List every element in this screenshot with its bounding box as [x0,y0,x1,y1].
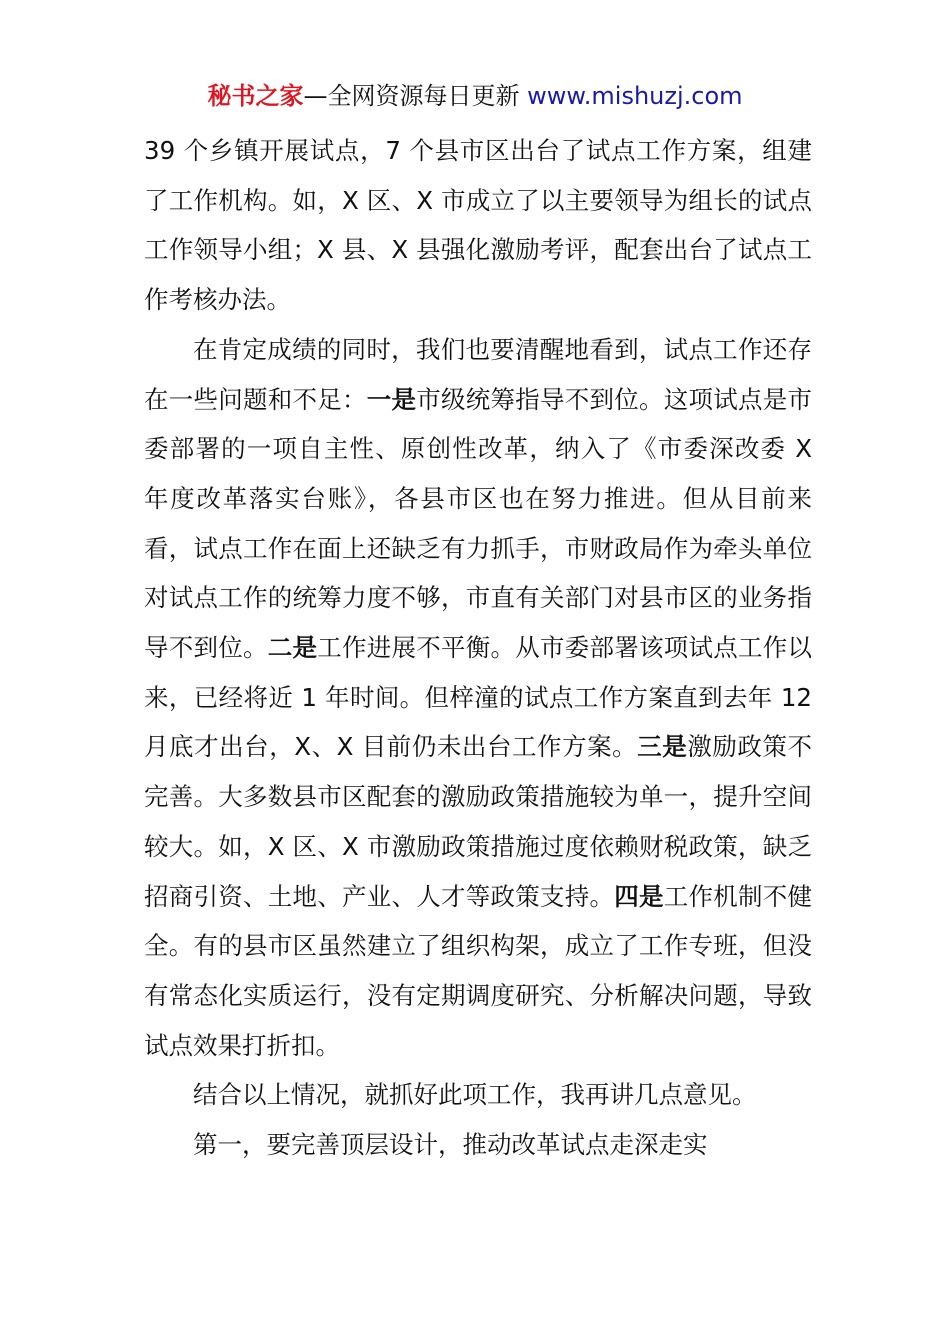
item-label-3: 三是 [637,732,688,762]
paragraph-2-intro: 在肯定成绩的同时，我们也要清醒地看到，试点工作还存在一些问题和不足： [144,334,812,414]
item-text-1: 市级统筹指导不到位。这项试点是市委部署的一项自主性、原创性改革，纳入了《市委深改委 X 年度改革落实台账》，各县市区也在努力推进。但从目前来看，试点工作在面上还缺乏有力抓手，市财政局作为牵头单位对试点工作的统筹力度不够，市直有关部门对县市区的业务指导不到位。 [144,384,812,663]
site-header [0,80,950,112]
paragraph-1: 39 个乡镇开展试点，7 个县市区出台了试点工作方案，组建了工作机构。如，X 区、X 市成立了以主要领导为组长的试点工作领导小组；X 县、X 县强化激励考评，配套出台了试点工作考核办法。 [144,136,812,315]
item-label-2: 二是 [267,633,318,663]
document-body [144,126,812,1170]
paragraph-4-heading: 第一，要完善顶层设计，推动改革试点走深走实 [193,1130,708,1160]
item-text-4: 工作机制不健全。有的县市区虽然建立了组织构架，成立了工作专班，但没有常态化实质运行，没有定期调度研究、分析解决问题，导致试点效果打折扣。 [144,881,812,1060]
item-text-2: 工作进展不平衡。从市委部署该项试点工作以来，已经将近 1 年时间。但梓潼的试点工作方案直到去年 12 月底才出台，X、X 目前仍未出台工作方案。 [144,633,812,762]
site-url-link[interactable]: www.mishuzj.com [527,82,743,110]
paragraph-2 [144,325,812,1071]
header-tagline: —全网资源每日更新 [303,82,528,110]
paragraph-3: 结合以上情况，就抓好此项工作，我再讲几点意见。 [193,1080,757,1110]
item-text-3: 激励政策不完善。大多数县市区配套的激励政策措施较为单一，提升空间较大。如，X 区、X 市激励政策措施过度依赖财税政策，缺乏招商引资、土地、产业、人才等政策支持。 [144,732,813,911]
item-label-4: 四是 [614,881,664,911]
item-label-1: 一是 [366,384,417,414]
brand-name: 秘书之家 [207,82,304,110]
